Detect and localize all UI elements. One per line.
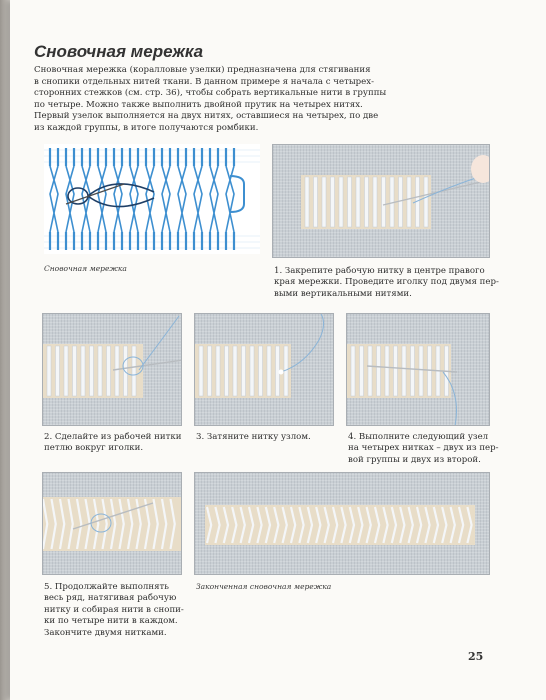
thread-bundle	[407, 177, 411, 227]
step-line: 1. Закрепите рабочую нитку в центре правого	[274, 266, 485, 276]
thread-bundle	[132, 346, 136, 396]
step-line: весь ряд, натягивая рабочую	[44, 593, 177, 604]
thread-bundle	[233, 346, 237, 396]
intro-paragraph	[34, 65, 480, 135]
thread-bundle	[365, 177, 369, 227]
thread-bundle	[382, 177, 386, 227]
step-3-photo	[194, 313, 334, 426]
step-line: края мережки. Проведите иголку под двумя пер-	[274, 277, 499, 288]
diagram-caption: Сновочная мережка	[44, 264, 127, 273]
step-1-photo	[272, 144, 490, 258]
thread-bundle	[339, 177, 343, 227]
thread-bundle	[64, 346, 68, 396]
step-1-text	[274, 266, 499, 300]
thread-bundle	[424, 177, 428, 227]
page-title: Сновочная мережка	[34, 42, 204, 61]
step-4-photo-drawing	[347, 314, 490, 426]
step-line: 4. Выполните следующий узел	[348, 432, 489, 442]
step-4-photo	[346, 313, 490, 426]
step-5-photo-drawing	[43, 473, 182, 575]
step-4-text	[348, 432, 499, 466]
thread-bundle	[351, 346, 355, 396]
thread-bundle	[216, 346, 220, 396]
thread-bundle	[368, 346, 372, 396]
thread-bundle	[402, 346, 406, 396]
finished-photo-drawing	[195, 473, 490, 575]
thread-bundle	[360, 346, 364, 396]
step-3-photo-drawing	[195, 314, 334, 426]
step-line: выми вертикальными нитями.	[274, 288, 412, 299]
step-5-photo	[42, 472, 182, 575]
thread-bundle	[115, 346, 119, 396]
thread-bundle	[331, 177, 335, 227]
stitch-diagram-drawing	[44, 144, 260, 254]
book-spine-shadow	[0, 0, 10, 700]
thread-bundle	[107, 346, 111, 396]
thread-bundle	[208, 346, 212, 396]
step-line: Закончите двумя нитками.	[44, 627, 167, 638]
step-line: на четырех нитках – двух из пер-	[348, 443, 499, 454]
thread-bundle	[356, 177, 360, 227]
step-3-text	[196, 432, 311, 443]
step-2-text	[44, 432, 181, 455]
thread-bundle	[399, 177, 403, 227]
thread-bundle	[259, 346, 263, 396]
finished-caption: Законченная сновочная мережка	[196, 582, 332, 591]
thread-bundle	[250, 346, 254, 396]
intro-line: из каждой группы, в итоге получаются ромбики.	[34, 122, 259, 133]
stitch-diagram	[44, 144, 260, 258]
step-2-photo	[42, 313, 182, 426]
step-line: 2. Сделайте из рабочей нитки	[44, 432, 182, 442]
step-line: ки по четыре нити в каждом.	[44, 616, 178, 627]
thread-bundle	[73, 346, 77, 396]
step-line: нитку и собирая нити в снопи-	[44, 604, 184, 615]
step-line: 3. Затяните нитку узлом.	[196, 432, 311, 442]
intro-line: Первый узелок выполняется на двух нитях, оставшиеся на четырех, по две	[34, 111, 379, 122]
thread-bundle	[47, 346, 51, 396]
thread-bundle	[428, 346, 432, 396]
thread-bundle	[81, 346, 85, 396]
step-2-photo-drawing	[43, 314, 182, 426]
step-line: 5. Продолжайте выполнять	[44, 582, 169, 592]
thread-bundle	[199, 346, 203, 396]
intro-line: по четыре. Можно также выполнить двойной прутик на четырех нитях.	[34, 99, 363, 110]
step-1-photo-drawing	[273, 145, 490, 258]
page-number: 25	[468, 650, 484, 663]
thread-bundle	[305, 177, 309, 227]
intro-line: сторонних стежков (см. стр. 36), чтобы собрать вертикальные нити в группы	[34, 88, 387, 99]
step-5-text	[44, 582, 184, 639]
step-line: вой группы и двух из второй.	[348, 454, 481, 465]
thread-bundle	[419, 346, 423, 396]
finished-photo	[194, 472, 490, 575]
thread-bundle	[90, 346, 94, 396]
step-line: петлю вокруг иголки.	[44, 443, 144, 454]
intro-line: в снопики отдельных нитей ткани. В данном примере я начала с четырех-	[34, 76, 375, 87]
thread-bundle	[348, 177, 352, 227]
thread-bundle	[225, 346, 229, 396]
intro-line: Сновочная мережка (коралловые узелки) предназначена для стягивания	[34, 65, 371, 75]
thread-bundle	[394, 346, 398, 396]
thread-bundle	[98, 346, 102, 396]
thread-bundle	[242, 346, 246, 396]
thread-bundle	[373, 177, 377, 227]
thread-bundle	[314, 177, 318, 227]
thread-bundle	[377, 346, 381, 396]
thread-bundle	[56, 346, 60, 396]
thread-bundle	[411, 346, 415, 396]
thread-bundle	[267, 346, 271, 396]
thread-bundle	[322, 177, 326, 227]
thread-bundle	[385, 346, 389, 396]
